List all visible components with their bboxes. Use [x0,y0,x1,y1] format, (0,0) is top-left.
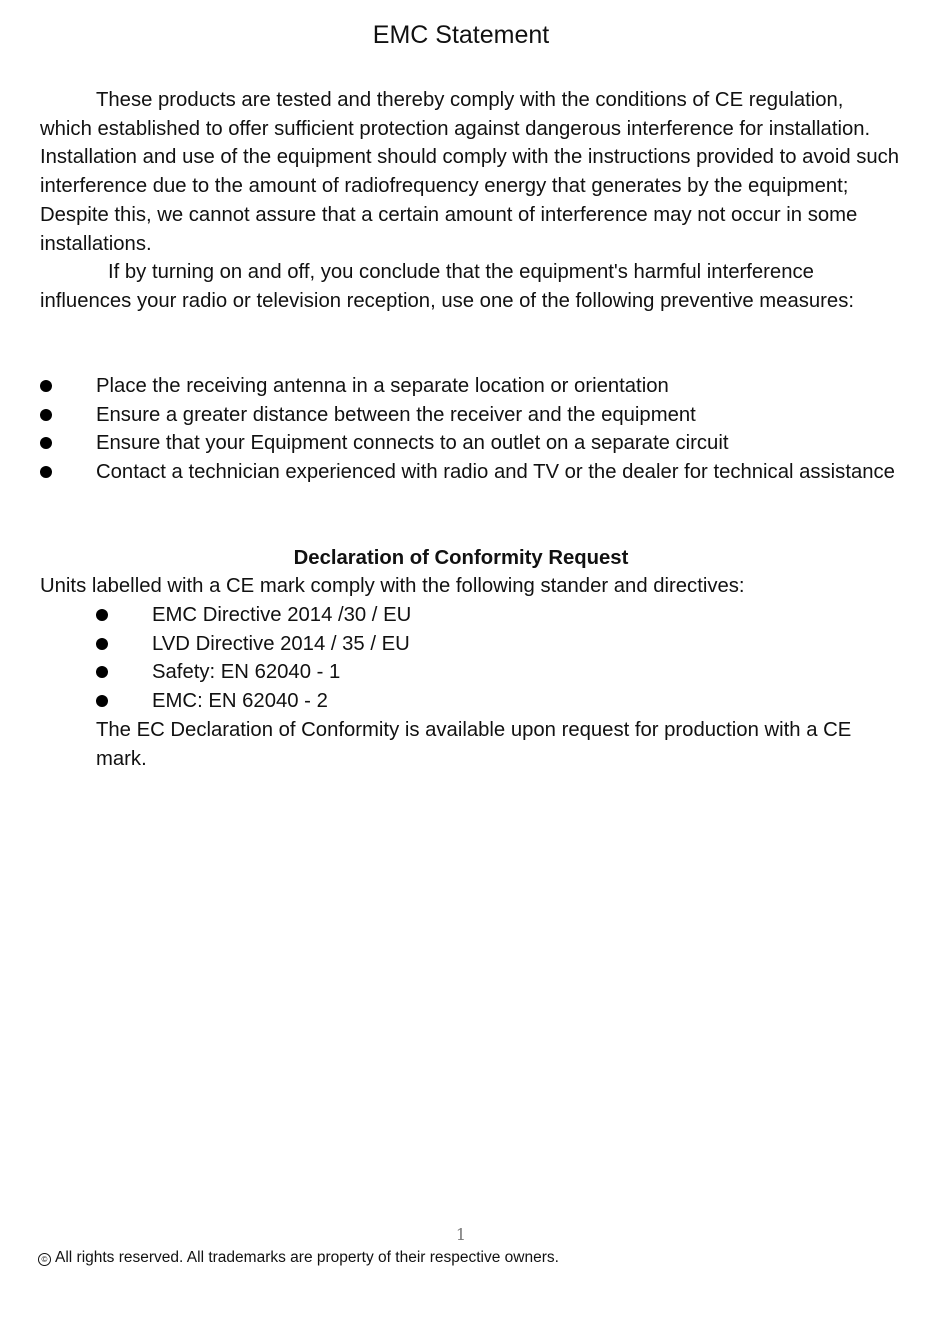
page-number: 1 [455,1225,467,1244]
directive-text: EMC: EN 62040 - 2 [152,690,328,713]
list-item [96,687,896,716]
second-paragraph: If by turning on and off, you conclude that the equipment's harmful interference influences your radio or television reception, use one of the following preventive measures: [40,261,854,312]
list-item [96,630,896,659]
bullet-icon [40,437,52,449]
list-item [96,658,896,687]
copyright-icon: © [38,1253,51,1266]
declaration-intro: Units labelled with a CE mark comply with the following stander and directives: [40,575,745,597]
bullet-icon [40,409,52,421]
copyright-footer [38,1247,559,1269]
measure-text: Ensure that your Equipment connects to an outlet on a separate circuit [96,432,729,455]
declaration-note: The EC Declaration of Conformity is available upon request for production with a CE mark. [96,719,852,770]
list-item [40,401,900,430]
measure-text: Place the receiving antenna in a separate location or orientation [96,375,669,397]
directive-text: Safety: EN 62040 - 1 [152,661,341,684]
bullet-icon [96,638,108,650]
list-item [40,372,900,401]
bullet-icon [40,380,52,392]
copyright-text: All rights reserved. All trademarks are property of their respective owners. [55,1249,559,1266]
list-item [96,601,896,630]
bullet-icon [96,695,108,707]
bullet-icon [96,609,108,621]
directives-list [96,601,896,716]
directive-text: EMC Directive 2014 /30 / EU [152,604,412,626]
measure-text: Ensure a greater distance between the receiver and the equipment [96,403,696,426]
list-item [40,458,900,487]
bullet-icon [40,466,52,478]
preventive-measures-list [40,372,900,487]
list-item [40,429,900,458]
intro-paragraph: These products are tested and thereby comply with the conditions of CE regulation, which established to offer sufficient protection against dangerous interference for installation. Installation and use of the equipment should comply with the instructions provided to avoid such interference due to the amount of radiofrequency energy that generates by the equipment; Despite this, we cannot assure that a certain amount of interference may not occur in some installations. [40,89,900,255]
declaration-heading: Declaration of Conformity Request [293,547,629,569]
measure-text: Contact a technician experienced with radio and TV or the dealer for technical assistance [96,461,895,484]
page-title: EMC Statement [372,21,550,49]
directive-text: LVD Directive 2014 / 35 / EU [152,632,410,655]
bullet-icon [96,666,108,678]
